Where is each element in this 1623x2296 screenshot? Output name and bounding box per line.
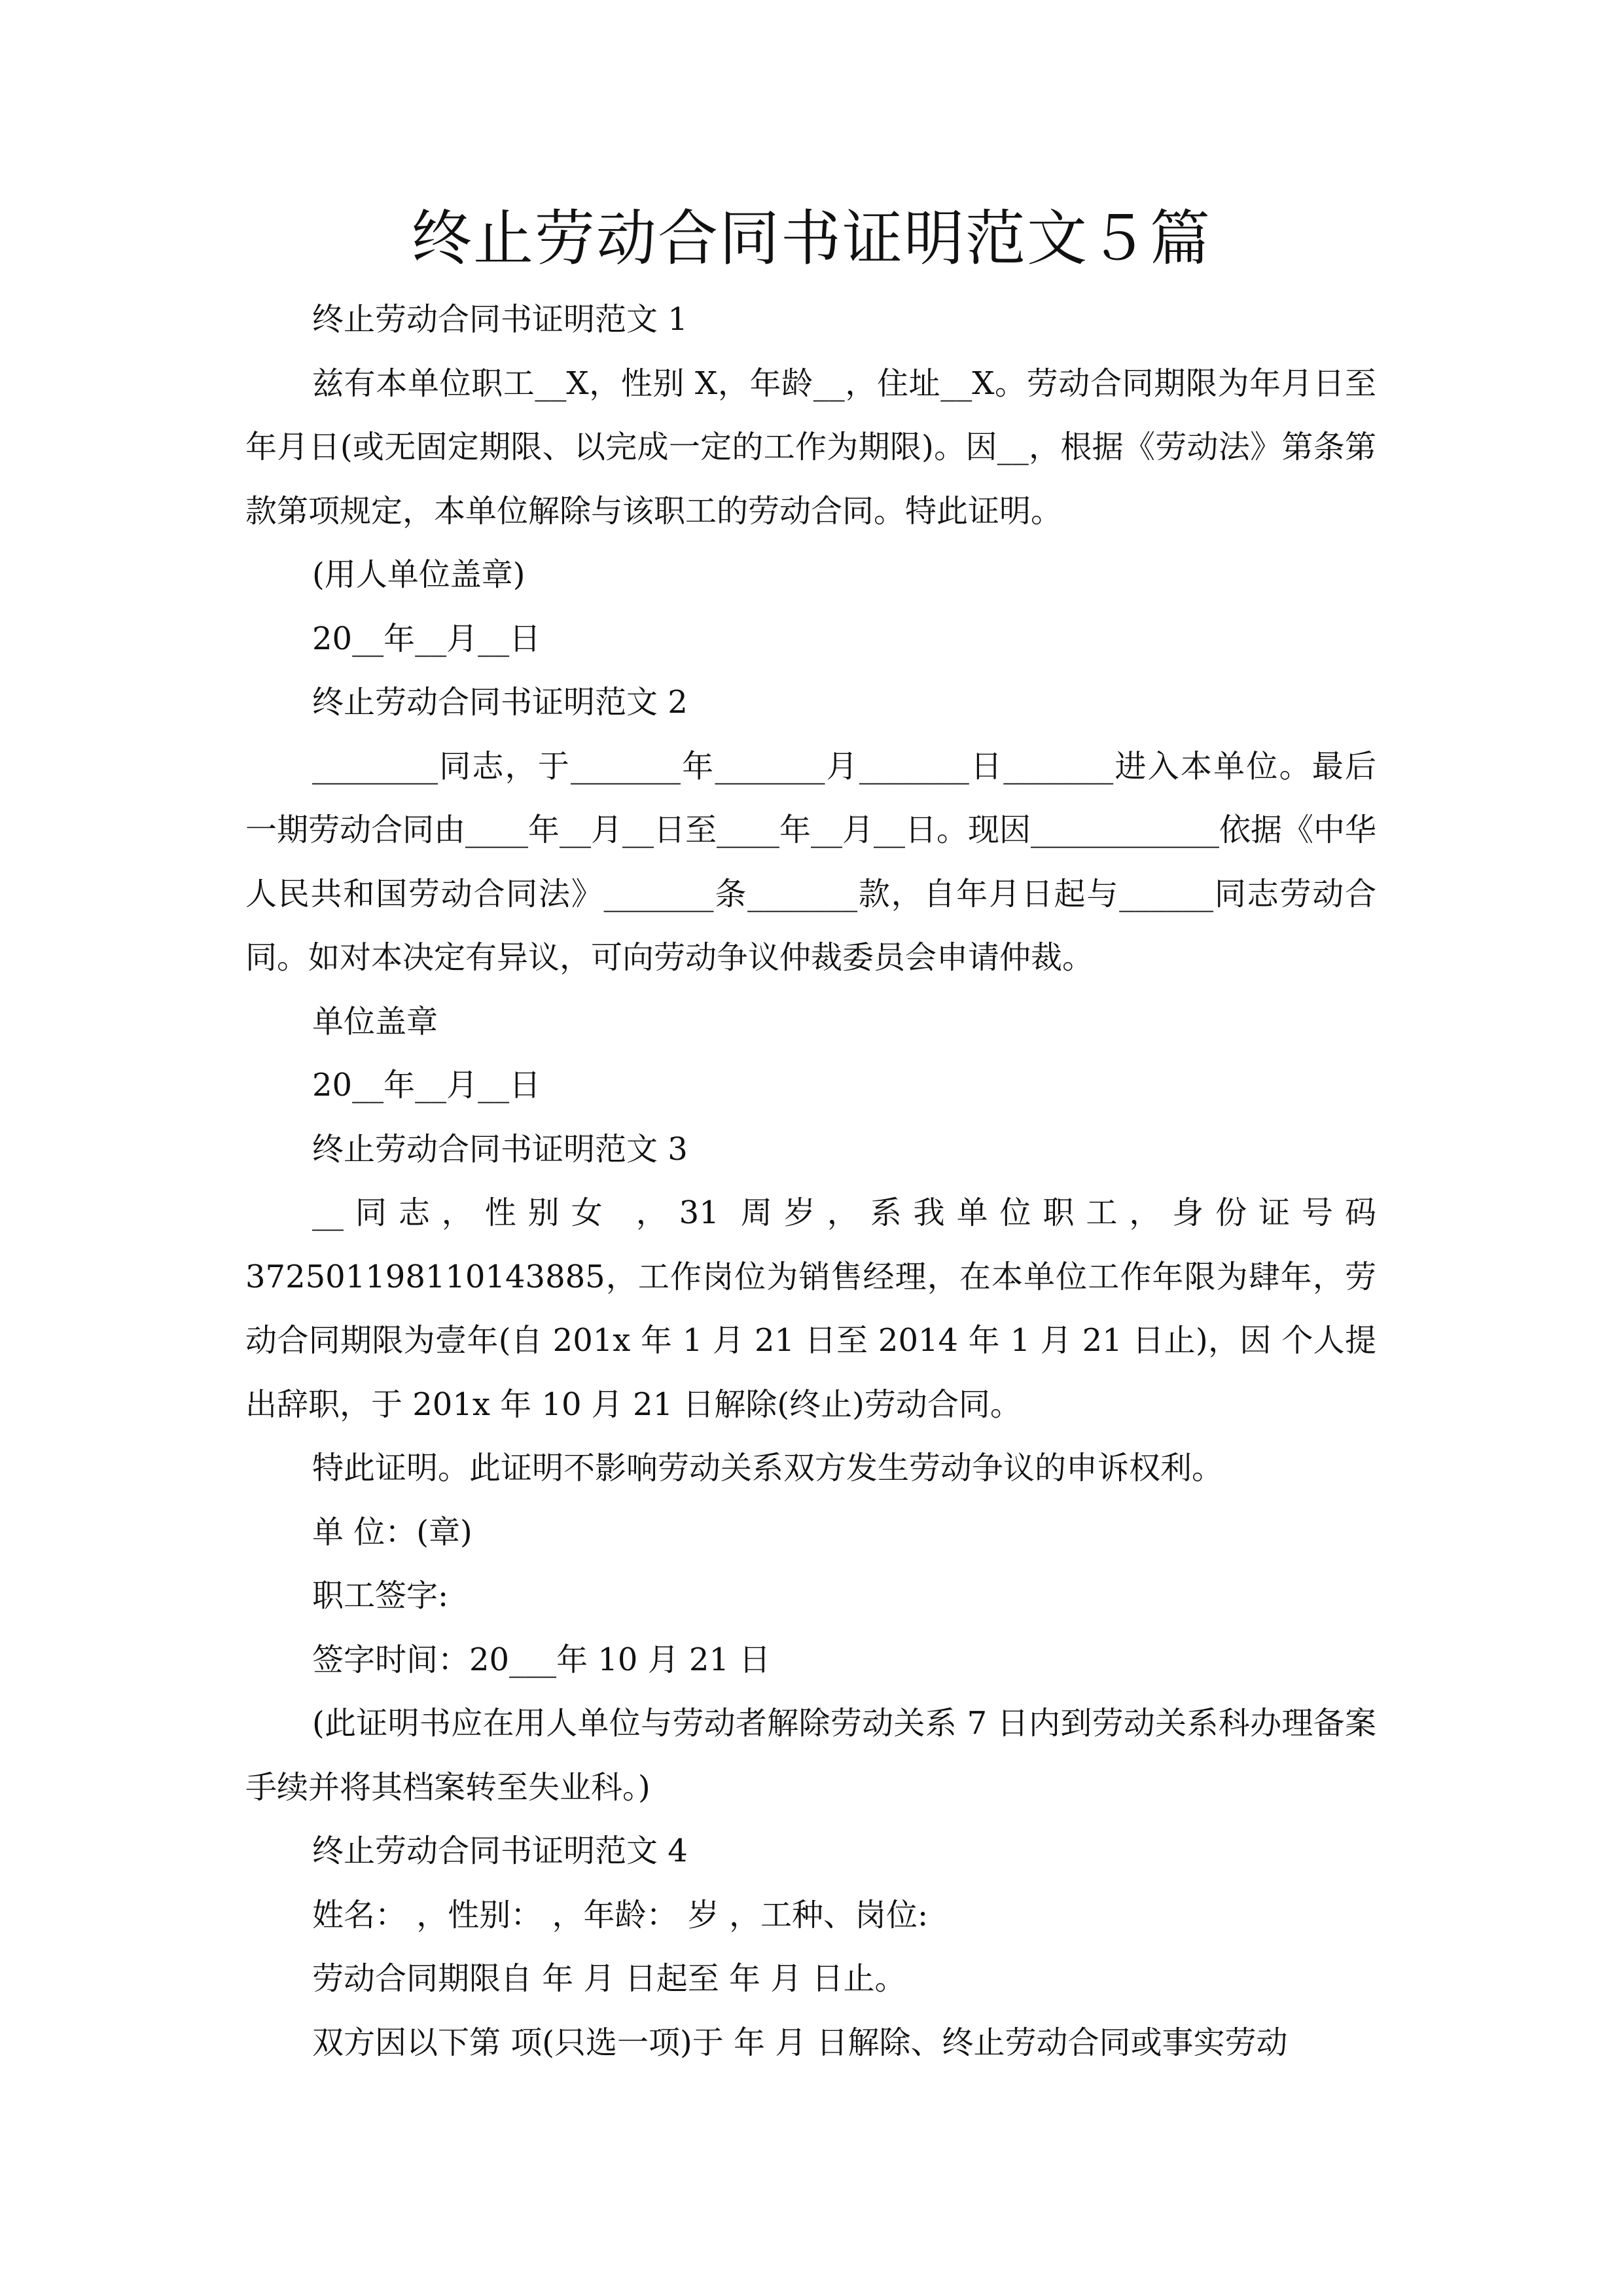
paragraph: 兹有本单位职工__X，性别 X，年龄__，住址__X。劳动合同期限为年月日至年月日(或无固定期限、以完成一定的工作为期限)。因__，根据《劳动法》第条第款第项规定，本单位解除与该职工的劳动合同。特此证明。 — [245, 365, 1376, 529]
section-heading-4: 终止劳动合同书证明范文 4 — [312, 1833, 688, 1869]
form-line: 姓名： ，性别： ，年龄： 岁 ，工种、岗位: — [312, 1896, 929, 1933]
paragraph: 372501198110143885，工作岗位为销售经理，在本单位工作年限为肆年，劳动合同期限为壹年(自 201x 年 1 月 21 日至 2014 年 1 月 21 日止)，因 个人提出辞职，于 201x 年 10 月 21 日解除(终止)劳动合同。 — [245, 1258, 1376, 1423]
section-heading-1: 终止劳动合同书证明范文 1 — [312, 301, 688, 338]
section-heading-3: 终止劳动合同书证明范文 3 — [312, 1130, 688, 1168]
signature-date-line: 签字时间：20___年 10 月 21 日 — [312, 1641, 771, 1678]
unit-seal-line: 单 位：(章) — [312, 1513, 473, 1551]
employee-signature-line: 职工签字: — [312, 1577, 449, 1614]
seal-line: 单位盖章 — [312, 1003, 438, 1040]
form-line: 双方因以下第 项(只选一项)于 年 月 日解除、终止劳动合同或事实劳动 — [312, 2024, 1288, 2061]
section-heading-2: 终止劳动合同书证明范文 2 — [312, 684, 688, 721]
document-body — [245, 288, 1376, 2075]
date-line: 20__年__月__日 — [312, 620, 541, 657]
paragraph-line: __同志，性别女 ，31 周岁，系我单位职工，身份证号码 — [312, 1194, 1376, 1231]
document-title: 终止劳动合同书证明范文５篇 — [411, 204, 1211, 274]
date-line: 20__年__月__日 — [312, 1067, 541, 1103]
seal-line: (用人单位盖章) — [312, 556, 526, 593]
paragraph: ________同志，于_______年_______月_______日_______进入本单位。最后一期劳动合同由____年__月__日至____年__月__日。现因____________依据《中华人民共和国劳动合同法》_______条_______款，自年月日起与______同志劳动合同。如对本决定有异议，可向劳动争议仲裁委员会申请仲裁。 — [245, 747, 1377, 976]
paragraph: (此证明书应在用人单位与劳动者解除劳动关系 7 日内到劳动关系科办理备案手续并将其档案转至失业科。) — [245, 1705, 1376, 1806]
paragraph: 特此证明。此证明不影响劳动关系双方发生劳动争议的申诉权利。 — [312, 1450, 1224, 1486]
form-line: 劳动合同期限自 年 月 日起至 年 月 日止。 — [312, 1960, 906, 1997]
